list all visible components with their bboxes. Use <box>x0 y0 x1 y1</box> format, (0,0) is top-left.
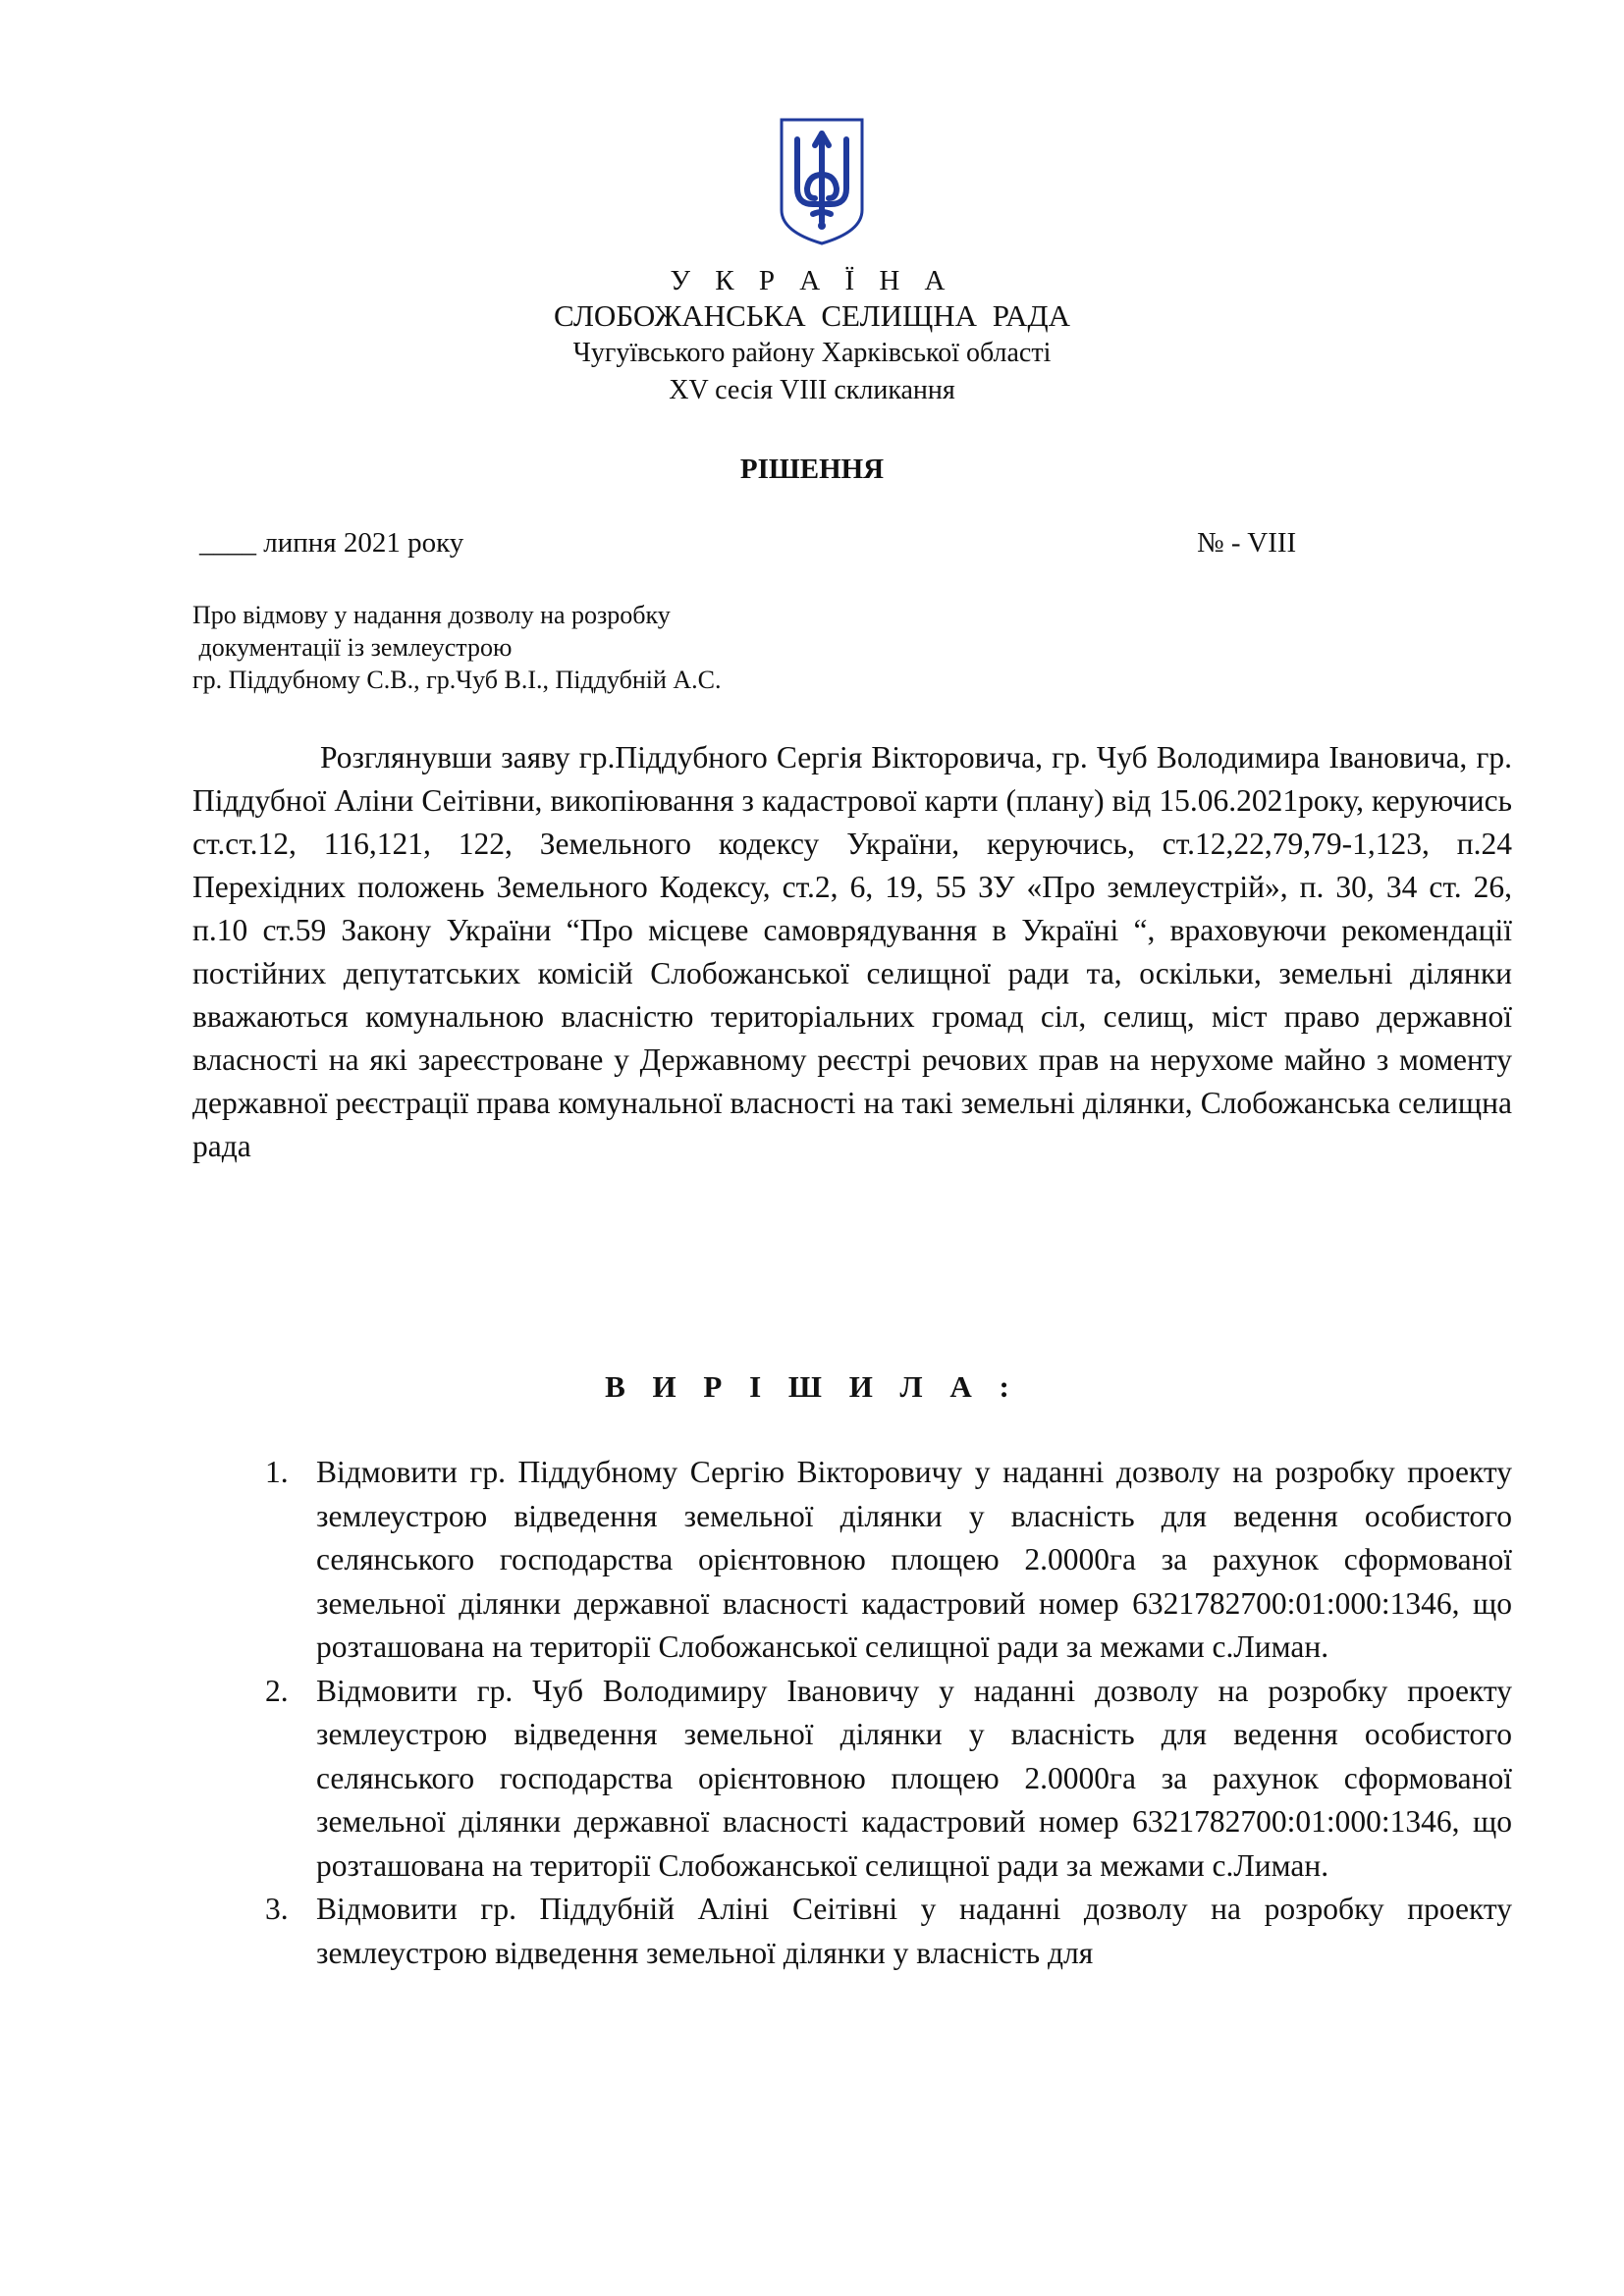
decision-items-list <box>259 1451 1512 1975</box>
header-council: СЛОБОЖАНСЬКА СЕЛИЩНА РАДА <box>554 298 1070 333</box>
trident-coat-of-arms-icon <box>778 116 866 247</box>
resolved-heading: В И Р І Ш И Л А : <box>605 1369 1019 1404</box>
item-text: Відмовити гр. Піддубному Сергію Вікторовичу у наданні дозволу на розробку проекту землеустрою відведення земельної ділянки у власність для ведення особистого селянського господарства орієнтовною площею 2.0000га за рахунок сформованої земельної ділянки державної власності кадастровий номер 6321782700:01:000:1346, що розташована на території Слобожанської селищної ради за межами с.Лиман. <box>316 1455 1512 1664</box>
decision-item <box>259 1451 1512 1670</box>
header-session: XV сесія VIII скликання <box>669 375 955 405</box>
preamble-paragraph: Розглянувши заяву гр.Піддубного Сергія Вікторовича, гр. Чуб Володимира Івановича, гр. Піддубної Аліни Сеітівни, викопіювання з кадастрової карти (плану) від 15.06.2021року, керуючись ст.ст.12, 116,121, 122, Земельного кодексу України, керуючись, ст.12,22,79,79-1,123, п.24 Перехідних положень Земельного Кодексу, ст.2, 6, 19, 55 ЗУ «Про землеустрій», п. 30, 34 ст. 26, п.10 ст.59 Закону України “Про місцеве самоврядування в Україні “, враховуючи рекомендації постійних депутатських комісій Слобожанської селищної ради та, оскільки, земельні ділянки вважаються комунальною власністю територіальних громад сіл, селищ, міст право державної власності на які зареєстроване у Державному реєстрі речових прав на нерухоме майно з моменту державної реєстрації права комунальної власності на такі земельні ділянки, Слобожанська селищна рада <box>192 740 1512 1163</box>
item-number: 1. <box>265 1455 289 1489</box>
subject-line: Про відмову у надання дозволу на розробку <box>192 601 671 629</box>
item-text: Відмовити гр. Чуб Володимиру Івановичу у наданні дозволу на розробку проекту землеустрою відведення земельної ділянки у власність для ведення особистого селянського господарства орієнтовною площею 2.0000га за рахунок сформованої земельної ділянки державної власності кадастровий номер 6321782700:01:000:1346, що розташована на території Слобожанської селищної ради за межами с.Лиман. <box>316 1673 1512 1883</box>
header-country: У К Р А Ї Н А <box>670 265 954 296</box>
header-district: Чугуївського району Харківської області <box>572 338 1052 368</box>
decision-title: РІШЕННЯ <box>739 454 885 485</box>
item-number: 3. <box>265 1892 289 1926</box>
decision-date: ____ липня 2021 року <box>199 527 464 559</box>
item-number: 2. <box>265 1673 289 1708</box>
decision-subject <box>192 599 722 696</box>
subject-line: гр. Піддубному С.В., гр.Чуб В.І., Піддубній А.С. <box>192 666 722 694</box>
decision-item <box>259 1670 1512 1889</box>
item-text: Відмовити гр. Піддубній Аліні Сеітівні у наданні дозволу на розробку проекту землеустрою відведення земельної ділянки у власність для <box>316 1892 1512 1970</box>
decision-number: № - VIII <box>1197 527 1297 559</box>
decision-item <box>259 1888 1512 1975</box>
subject-line: документації із землеустрою <box>192 633 513 662</box>
